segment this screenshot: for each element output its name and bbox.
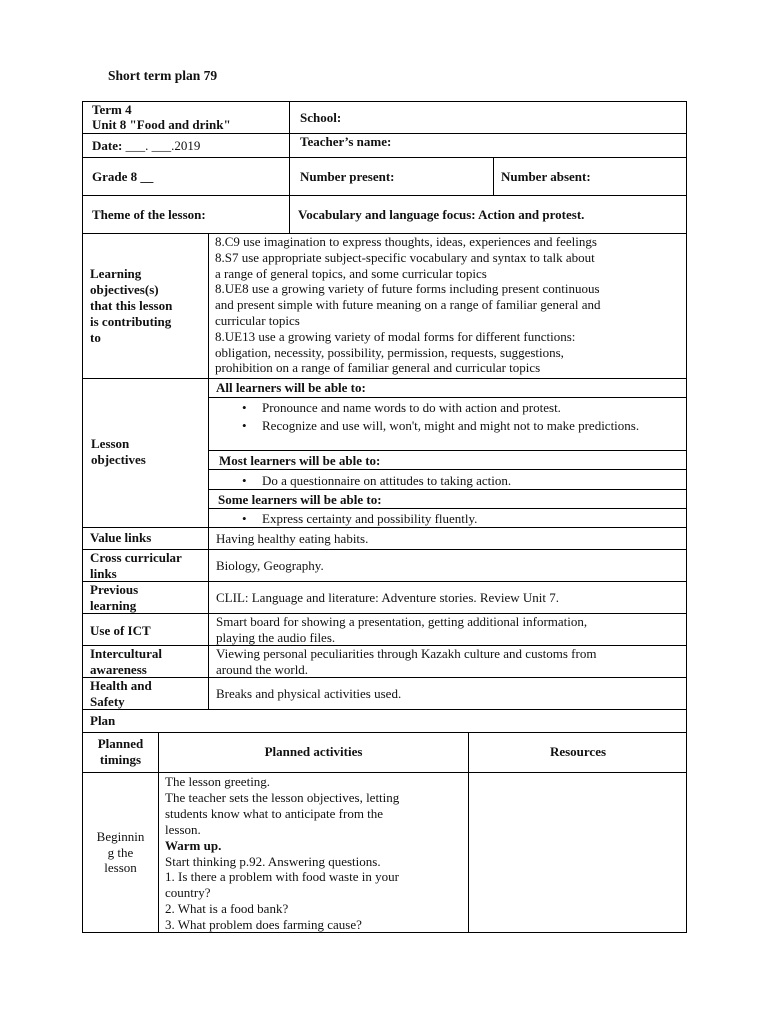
unit-label: Unit 8 "Food and drink": [92, 117, 231, 132]
row-divider: [82, 527, 687, 528]
col-divider: [493, 157, 494, 195]
row-divider: [208, 489, 687, 490]
row-divider: [82, 709, 687, 710]
row-divider: [208, 469, 687, 470]
row-divider: [208, 397, 687, 398]
learning-objectives-text: 8.C9 use imagination to express thoughts, ideas, experiences and feelings 8.S7 use appropriate subject-specific vocabulary and syntax to talk about a range of general topics, and some curricular topics 8.UE8 use a growing variety of future forms including present continuous and present simple with future meaning on a range of familiar general and curricular topics 8.UE13 use a growing variety of modal forms for different functions: obligation, necessity, possibility, permission, requests, suggestions, prohibition on a range of familiar general and curricular topics: [215, 234, 601, 376]
lesson-stage-label: Beginnin g the lesson: [96, 829, 145, 875]
term-label: Term 4: [92, 102, 132, 117]
all-learners-list: [214, 400, 644, 433]
warm-up-heading: Warm up.: [165, 837, 222, 853]
row-divider: [208, 508, 687, 509]
row-divider: [82, 772, 687, 773]
date-field: Date: ___. ___.2019: [92, 138, 201, 153]
number-present-label: Number present:: [300, 169, 395, 184]
row-divider: [82, 581, 687, 582]
resources-header: Resources: [549, 744, 607, 759]
row-divider: [82, 732, 687, 733]
document-title: Short term plan 79: [108, 68, 218, 83]
theme-label: Theme of the lesson:: [92, 207, 206, 222]
list-item: • Do a questionnaire on attitudes to taking action.: [214, 473, 654, 489]
previous-learning-value: CLIL: Language and literature: Adventure stories. Review Unit 7.: [216, 590, 559, 605]
teacher-name-label: Teacher’s name:: [300, 134, 392, 149]
some-learners-heading: Some learners will be able to:: [218, 492, 382, 507]
ict-value: Smart board for showing a presentation, getting additional information, playing the audio files.: [216, 614, 588, 645]
most-learners-heading: Most learners will be able to:: [219, 453, 381, 468]
row-divider: [82, 195, 687, 196]
previous-learning-label: Previous learning: [90, 582, 139, 613]
health-safety-label: Health and Safety: [90, 678, 152, 709]
some-learners-list: [214, 511, 654, 527]
value-links-label: Value links: [90, 530, 152, 545]
intercultural-label: Intercultural awareness: [90, 646, 162, 677]
school-label: School:: [300, 110, 342, 125]
plan-label: Plan: [90, 713, 116, 728]
grade-label: Grade 8 __: [92, 169, 154, 184]
row-divider: [82, 677, 687, 678]
theme-value: Vocabulary and language focus: Action and protest.: [298, 207, 585, 222]
row-divider: [82, 157, 687, 158]
most-learners-list: [214, 473, 654, 489]
row-divider: [82, 378, 687, 379]
cross-curricular-label: Cross curricular links: [90, 550, 182, 581]
number-absent-label: Number absent:: [501, 169, 591, 184]
all-learners-heading: All learners will be able to:: [216, 380, 366, 395]
lesson-objectives-label: Lesson objectives: [91, 436, 146, 467]
health-safety-value: Breaks and physical activities used.: [216, 686, 402, 701]
col-divider: [468, 732, 469, 933]
row-divider: [208, 450, 687, 451]
planned-activities-header: Planned activities: [264, 744, 363, 759]
beginning-activities: The lesson greeting. The teacher sets the lesson objectives, letting students know what to anticipate from the lesson. Warm up. Start thinking p.92. Answering questions. 1. Is there a problem with food waste in your country? 2. What is a food bank? 3. What problem does farming cause?: [165, 774, 461, 933]
col-divider: [208, 233, 209, 709]
list-item: • Express certainty and possibility fluently.: [214, 511, 654, 527]
planned-timings-header: Planned timings: [97, 736, 144, 767]
list-item: • Pronounce and name words to do with action and protest.: [214, 400, 644, 416]
list-item: • Recognize and use will, won't, might and might not to make predictions.: [214, 418, 644, 434]
ict-label: Use of ICT: [90, 623, 151, 638]
col-divider: [289, 101, 290, 233]
col-divider: [158, 732, 159, 933]
cross-curricular-value: Biology, Geography.: [216, 558, 324, 573]
value-links-value: Having healthy eating habits.: [216, 531, 369, 546]
intercultural-value: Viewing personal peculiarities through Kazakh culture and customs from around the world.: [216, 646, 597, 677]
learning-objectives-label: Learning objectives(s) that this lesson is contributing to: [90, 266, 173, 345]
